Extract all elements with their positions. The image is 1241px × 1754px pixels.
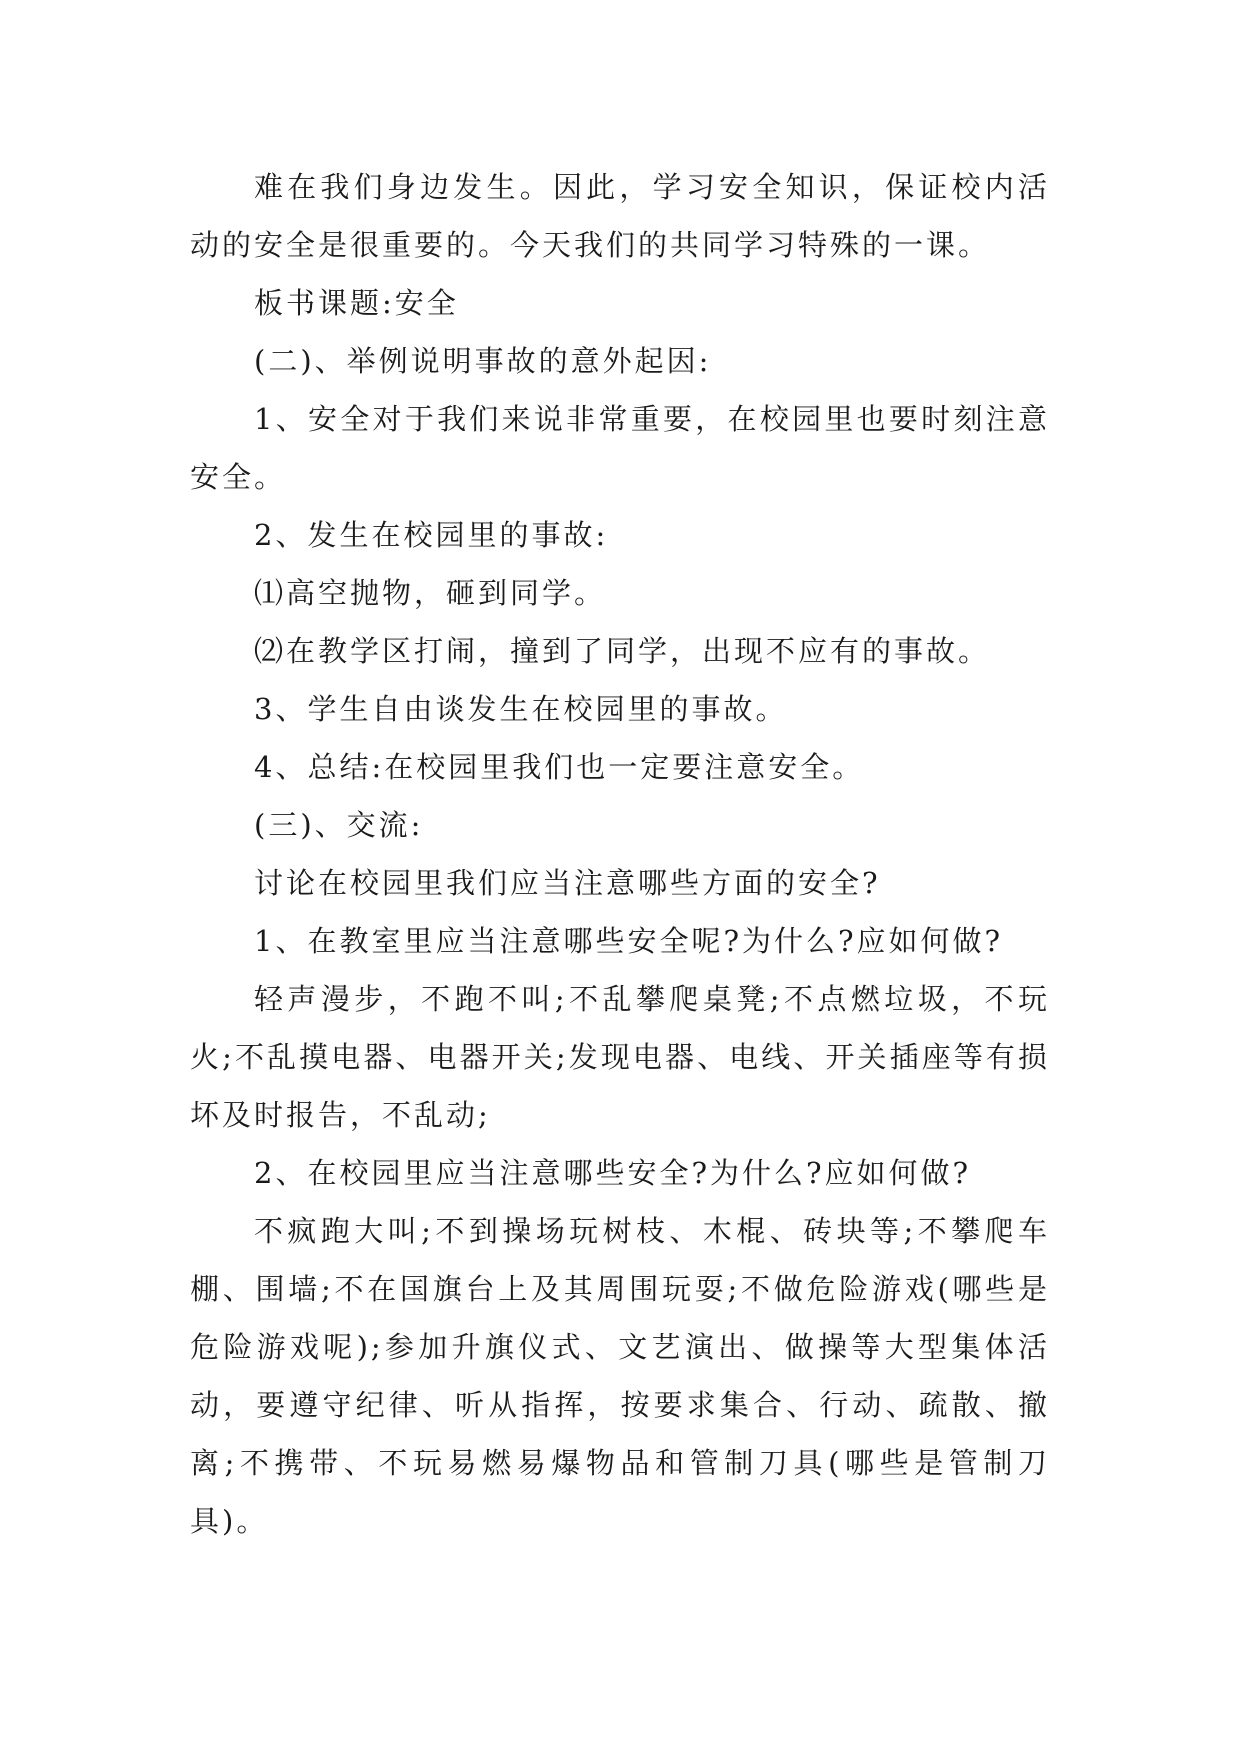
paragraph: ⑴高空抛物，砸到同学。 (254, 576, 607, 610)
paragraph: (三)、交流: (254, 808, 424, 842)
paragraph: 1、安全对于我们来说非常重要，在校园里也要时刻注意安全。 (190, 402, 1050, 494)
paragraph: 轻声漫步，不跑不叫;不乱攀爬桌凳;不点燃垃圾，不玩火;不乱摸电器、电器开关;发现电器、电线、开关插座等有损坏及时报告，不乱动; (190, 982, 1050, 1132)
paragraph: 2、发生在校园里的事故: (254, 518, 609, 552)
paragraph: 2、在校园里应当注意哪些安全?为什么?应如何做? (254, 1156, 972, 1190)
paragraph: 1、在教室里应当注意哪些安全呢?为什么?应如何做? (254, 924, 1004, 958)
paragraph: 板书课题:安全 (254, 286, 459, 320)
paragraph: 不疯跑大叫;不到操场玩树枝、木棍、砖块等;不攀爬车棚、围墙;不在国旗台上及其周围玩耍;不做危险游戏(哪些是危险游戏呢);参加升旗仪式、文艺演出、做操等大型集体活动，要遵守纪律、听从指挥，按要求集合、行动、疏散、撤离;不携带、不玩易燃易爆物品和管制刀具(哪些是管制刀具)。 (190, 1214, 1050, 1538)
paragraph: 4、总结:在校园里我们也一定要注意安全。 (254, 750, 865, 784)
paragraph: ⑵在教学区打闹，撞到了同学，出现不应有的事故。 (254, 634, 991, 668)
paragraph: 难在我们身边发生。因此，学习安全知识，保证校内活动的安全是很重要的。今天我们的共同学习特殊的一课。 (190, 170, 1050, 262)
document-body (190, 158, 1050, 1550)
paragraph: 讨论在校园里我们应当注意哪些方面的安全? (254, 866, 881, 900)
paragraph: 3、学生自由谈发生在校园里的事故。 (254, 692, 788, 726)
paragraph: (二)、举例说明事故的意外起因: (254, 344, 712, 378)
